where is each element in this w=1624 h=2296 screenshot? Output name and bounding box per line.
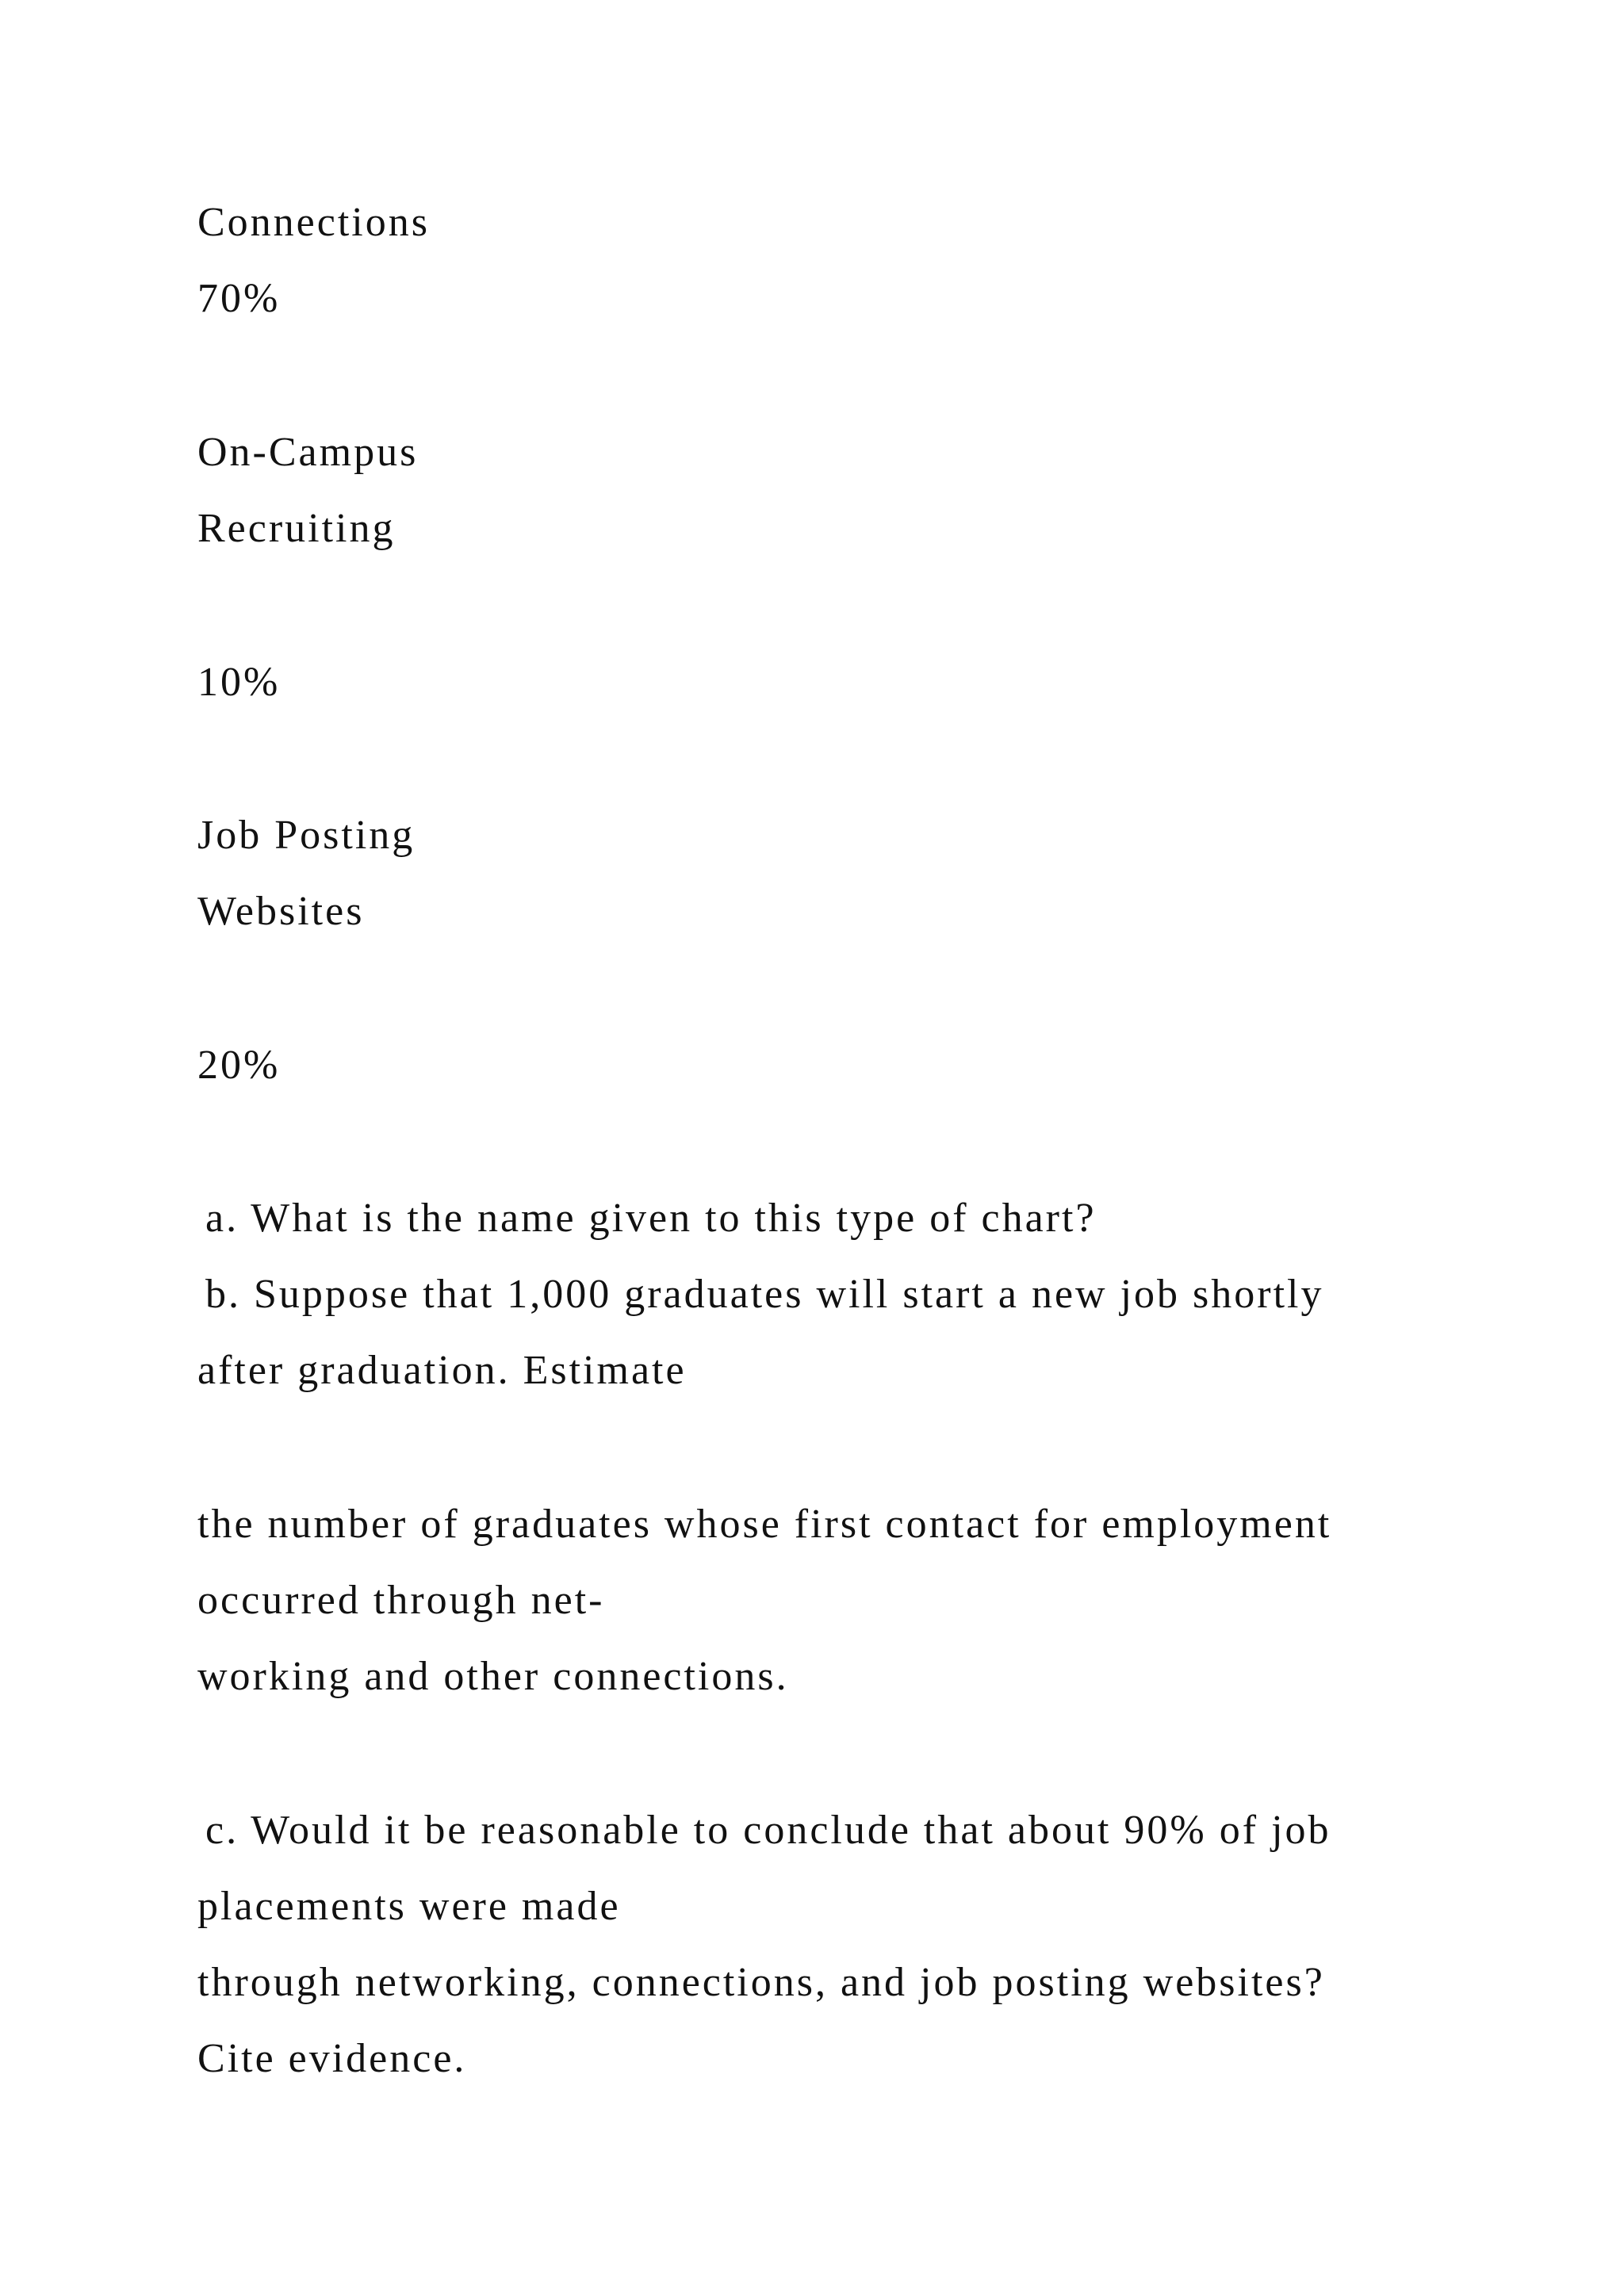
question-c-line-1: c. Would it be reasonable to conclude that about 90% of job xyxy=(205,1808,1331,1853)
category-label-job-posting-line-2: Websites xyxy=(197,889,365,934)
question-b-line-4: occurred through net- xyxy=(197,1578,605,1623)
question-a: a. What is the name given to this type of chart? xyxy=(205,1196,1097,1241)
question-b-line-3: the number of graduates whose first contact for employment xyxy=(197,1502,1332,1547)
question-b-line-5: working and other connections. xyxy=(197,1654,789,1699)
category-value-connections: 70% xyxy=(197,276,281,321)
category-value-job-posting: 20% xyxy=(197,1043,281,1088)
category-label-connections: Connections xyxy=(197,200,430,245)
category-value-on-campus: 10% xyxy=(197,660,281,705)
category-label-on-campus-line-2: Recruiting xyxy=(197,506,396,551)
question-c-line-4: Cite evidence. xyxy=(197,2036,467,2081)
category-label-job-posting-line-1: Job Posting xyxy=(197,813,416,858)
question-c-line-2: placements were made xyxy=(197,1884,621,1929)
question-c-line-3: through networking, connections, and job posting websites? xyxy=(197,1960,1325,2005)
category-label-on-campus-line-1: On-Campus xyxy=(197,430,419,475)
question-b-line-1: b. Suppose that 1,000 graduates will start a new job shortly xyxy=(205,1272,1324,1317)
question-b-line-2: after graduation. Estimate xyxy=(197,1348,687,1393)
